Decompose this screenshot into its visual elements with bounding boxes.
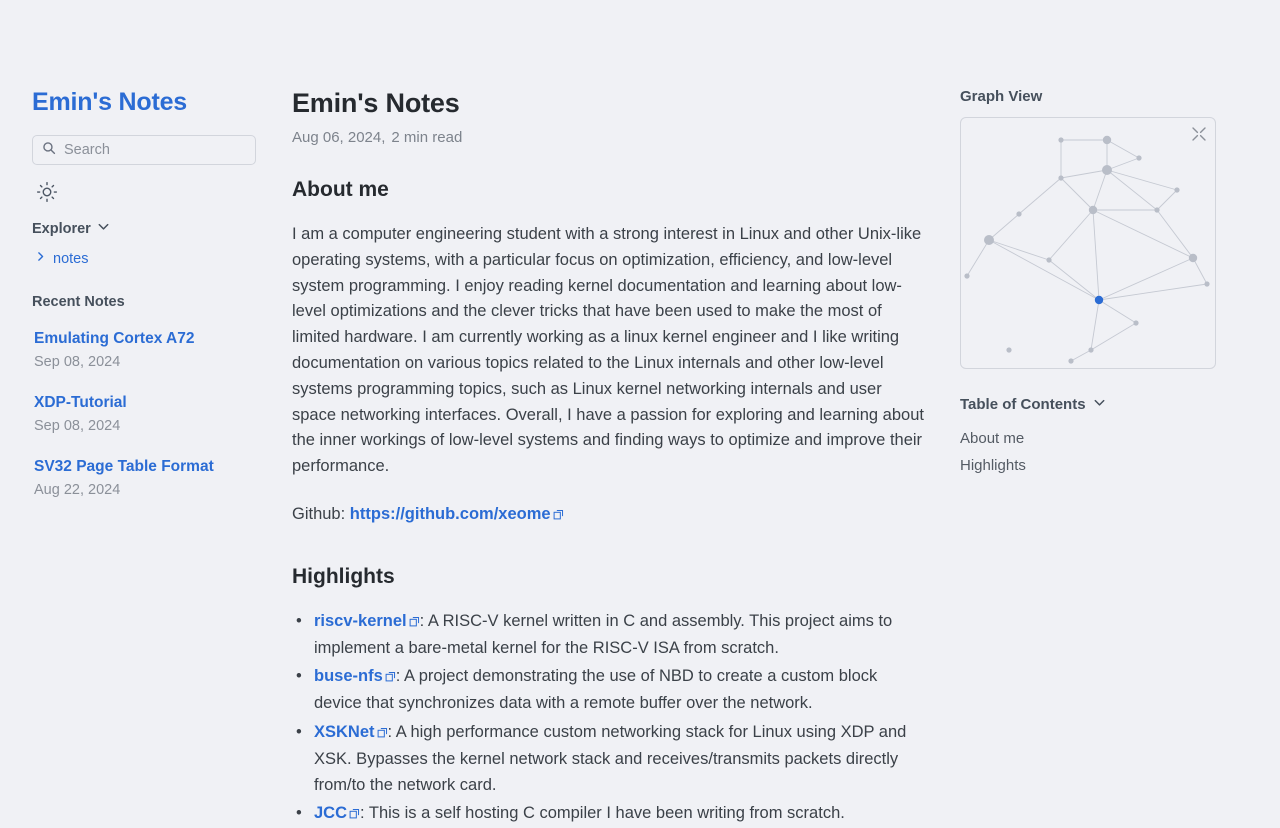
recent-notes-title: Recent Notes: [32, 294, 125, 310]
highlight-text: : A RISC-V kernel written in C and assembly. This project aims to implement a bare-metal kernel for the RISC-V ISA from scratch.: [314, 611, 893, 657]
toc-item-highlights[interactable]: Highlights: [960, 457, 1026, 474]
highlights-list: [292, 609, 924, 828]
search-icon: [42, 141, 56, 160]
external-link-icon: [385, 665, 396, 691]
toc-item-about-me[interactable]: About me: [960, 430, 1025, 447]
chevron-down-icon: [96, 219, 111, 238]
chevron-right-icon: [34, 250, 47, 268]
page-title: Emin's Notes: [292, 88, 460, 118]
article-readtime: 2 min read: [391, 129, 463, 146]
graph-view[interactable]: [960, 117, 1216, 369]
graph-node-active: [1095, 296, 1103, 304]
external-link-icon: [349, 802, 360, 828]
highlight-link[interactable]: buse-nfs: [314, 667, 383, 686]
highlight-text: : This is a self hosting C compiler I have been writing from scratch.: [360, 804, 845, 823]
github-link[interactable]: https://github.com/xeome: [349, 504, 551, 523]
explorer-toggle[interactable]: [32, 219, 276, 238]
recent-note-link[interactable]: XDP-Tutorial: [34, 394, 127, 411]
graph-canvas: [961, 118, 1215, 368]
list-item: [314, 720, 924, 798]
list-item: [314, 609, 924, 662]
article-date: Aug 06, 2024,: [292, 129, 386, 146]
heading-highlights: Highlights: [292, 564, 395, 588]
recent-note-date: Sep 08, 2024: [34, 418, 121, 434]
search-input[interactable]: [32, 135, 256, 165]
sun-icon[interactable]: [36, 181, 60, 205]
table-of-contents-toggle[interactable]: [960, 395, 1248, 414]
list-item[interactable]: [32, 394, 276, 434]
recent-note-date: Aug 22, 2024: [34, 482, 121, 498]
recent-note-date: Sep 08, 2024: [34, 354, 121, 370]
list-item: [314, 801, 924, 828]
explorer-label: Explorer: [32, 220, 91, 237]
recent-note-link[interactable]: SV32 Page Table Format: [34, 458, 214, 475]
list-item: [314, 664, 924, 717]
article-meta: [292, 129, 924, 146]
about-me-paragraph: I am a computer engineering student with a strong interest in Linux and other Unix-like operating systems, with a particular focus on optimization, efficiency, and low-level system programming. I enjoy reading kernel documentation and learning about low-level optimizations and the clever tricks that have been used to make the most of limited hardware. I am currently working as a linux kernel engineer and I like writing documentation on various topics related to the Linux internals and other low-level systems programming topics, such as Linux kernel networking internals and user space networking interfaces. Overall, I have a passion for exploring and learning about the inner workings of low-level systems and finding ways to optimize and improve their performance.: [292, 225, 924, 476]
left-sidebar: [0, 88, 292, 800]
external-link-icon: [553, 503, 564, 529]
expand-icon[interactable]: [1191, 126, 1207, 142]
list-item[interactable]: [32, 330, 276, 370]
highlight-link[interactable]: JCC: [314, 804, 348, 823]
list-item[interactable]: [32, 458, 276, 498]
github-label: Github:: [292, 504, 346, 523]
main-content: [292, 88, 960, 823]
toc-label: Table of Contents: [960, 396, 1086, 413]
highlight-text: : A high performance custom networking stack for Linux using XDP and XSK. Bypasses the kernel network stack and receives/transmits packets directly from/to the network card.: [314, 722, 907, 794]
external-link-icon: [377, 721, 388, 747]
graph-view-label: Graph View: [960, 88, 1043, 105]
folder-label: notes: [53, 251, 89, 267]
right-sidebar: [960, 88, 1280, 800]
github-line: [292, 502, 924, 529]
external-link-icon: [409, 610, 420, 636]
chevron-down-icon: [1092, 395, 1107, 414]
site-title[interactable]: Emin's Notes: [32, 88, 187, 116]
search-placeholder: Search: [64, 142, 110, 158]
explorer-folder-notes[interactable]: [32, 250, 276, 268]
recent-note-link[interactable]: Emulating Cortex A72: [34, 330, 195, 347]
highlight-text: : A project demonstrating the use of NBD to create a custom block device that synchronizes data with a remote buffer over the network.: [314, 667, 878, 713]
heading-about-me: About me: [292, 178, 389, 201]
highlight-link[interactable]: riscv-kernel: [314, 611, 407, 630]
highlight-link[interactable]: XSKNet: [314, 722, 375, 741]
